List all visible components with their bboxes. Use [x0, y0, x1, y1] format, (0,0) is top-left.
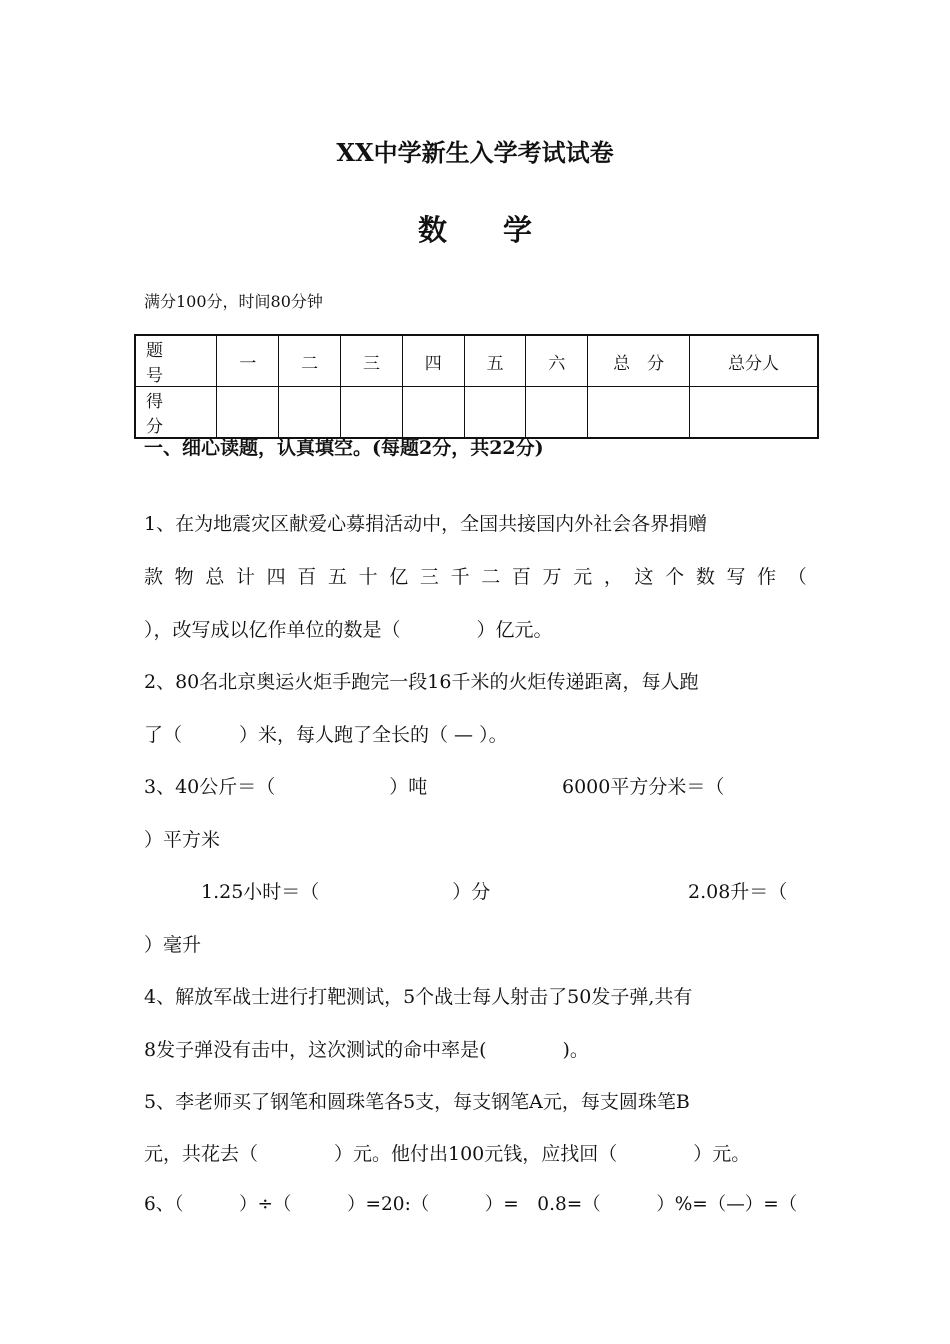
- subject-title: 数学: [417, 213, 588, 247]
- text-char: （: [787, 566, 807, 588]
- table-header-cell: 总 分: [588, 335, 690, 387]
- question-3-part-d: 2.08升＝（: [688, 881, 788, 903]
- text-char: 百: [511, 566, 531, 588]
- score-cell[interactable]: [588, 387, 690, 439]
- table-header-cell: 一: [217, 335, 279, 387]
- text-char: 总: [205, 566, 225, 588]
- score-table-score-row: [135, 387, 818, 439]
- text-char: 款: [144, 566, 164, 588]
- question-3-line-1: [144, 772, 807, 799]
- text-char: ，: [603, 566, 623, 588]
- text-char: 三: [419, 566, 439, 588]
- score-cell[interactable]: [526, 387, 588, 439]
- question-6-line-1: 6、（ ）÷（ ）=20:（ ）= 0.8=（ ）%=（—）=（: [144, 1194, 798, 1215]
- text-char: 计: [235, 566, 255, 588]
- question-3-line-4: ）毫升: [144, 934, 202, 956]
- text-char: 数: [695, 566, 715, 588]
- score-table: [134, 334, 819, 439]
- table-header-cell: 二: [279, 335, 341, 387]
- text-char: 十: [358, 566, 378, 588]
- question-3-part-b: 6000平方分米＝（: [562, 776, 725, 798]
- text-char: 这: [634, 566, 654, 588]
- table-header-cell: 五: [464, 335, 526, 387]
- question-1-line-3: ），改写成以亿作单位的数是（ ）亿元。: [144, 619, 553, 641]
- question-3-line-2: ）平方米: [144, 829, 221, 851]
- question-1-line-1: 1、在为地震灾区献爱心募捐活动中，全国共接国内外社会各界捐赠: [144, 513, 708, 535]
- exam-meta: 满分100分，时间80分钟: [144, 292, 323, 311]
- score-cell[interactable]: [402, 387, 464, 439]
- table-header-cell: 总分人: [689, 335, 818, 387]
- text-char: 二: [481, 566, 501, 588]
- text-char: 千: [450, 566, 470, 588]
- text-char: 作: [757, 566, 777, 588]
- question-2-line-2: 了（ ）米，每人跑了全长的（ — ）。: [144, 724, 508, 746]
- score-cell[interactable]: [217, 387, 279, 439]
- question-5-line-2: 元，共花去（ ）元。他付出100元钱，应找回（ ）元。: [144, 1143, 751, 1165]
- score-cell[interactable]: [689, 387, 818, 439]
- text-char: 个: [665, 566, 685, 588]
- table-header-cell: 题 号: [135, 335, 217, 387]
- section-heading: 一、细心读题，认真填空。(每题2分，共22分): [144, 437, 544, 459]
- table-header-cell: 六: [526, 335, 588, 387]
- text-char: 物: [174, 566, 194, 588]
- question-4-line-1: 4、解放军战士进行打靶测试，5个战士每人射击了50发子弹,共有: [144, 986, 693, 1008]
- text-char: 亿: [389, 566, 409, 588]
- text-char: 百: [297, 566, 317, 588]
- text-char: 元: [573, 566, 593, 588]
- text-char: 写: [726, 566, 746, 588]
- question-5-line-1: 5、李老师买了钢笔和圆珠笔各5支，每支钢笔A元，每支圆珠笔B: [144, 1091, 690, 1113]
- text-char: 四: [266, 566, 286, 588]
- exam-title: XX中学新生入学考试试卷: [336, 138, 614, 167]
- question-2-line-1: 2、80名北京奥运火炬手跑完一段16千米的火炬传递距离，每人跑: [144, 671, 699, 693]
- question-1-line-2: [144, 562, 807, 589]
- question-4-line-2: 8发子弹没有击中，这次测试的命中率是( )。: [144, 1039, 589, 1061]
- score-cell[interactable]: [464, 387, 526, 439]
- table-header-cell: 四: [402, 335, 464, 387]
- score-row-label: 得 分: [135, 387, 217, 439]
- score-cell[interactable]: [279, 387, 341, 439]
- text-char: 万: [542, 566, 562, 588]
- text-char: 五: [327, 566, 347, 588]
- question-3-part-c: 1.25小时＝（ ）分: [201, 881, 491, 903]
- score-cell[interactable]: [341, 387, 403, 439]
- question-3-part-a: 3、40公斤＝（ ）吨: [144, 776, 428, 798]
- score-table-header-row: [135, 335, 818, 387]
- table-header-cell: 三: [341, 335, 403, 387]
